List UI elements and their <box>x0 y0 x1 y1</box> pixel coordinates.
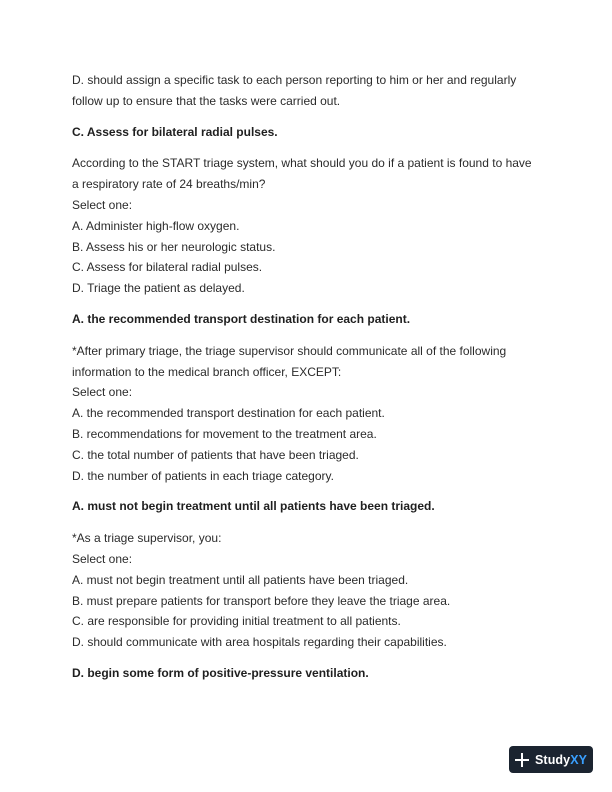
option-b: B. Assess his or her neurologic status. <box>72 239 276 254</box>
answer-line: C. Assess for bilateral radial pulses. <box>72 124 278 139</box>
question-text: *As a triage supervisor, you: <box>72 531 222 546</box>
question-block-3 <box>72 341 542 487</box>
studyxy-logo-button[interactable] <box>509 746 593 773</box>
select-one-label: Select one: <box>72 197 133 212</box>
option-d: D. should communicate with area hospitals regarding their capabilities. <box>72 635 447 650</box>
document-content <box>72 70 542 684</box>
question-block-4 <box>72 528 542 653</box>
select-one-label: Select one: <box>72 385 133 400</box>
option-a: A. Administer high-flow oxygen. <box>72 218 240 233</box>
brand-name <box>535 753 587 767</box>
question-block-2 <box>72 153 542 299</box>
option-c: C. are responsible for providing initial treatment to all patients. <box>72 614 401 629</box>
select-one-label: Select one: <box>72 551 133 566</box>
plus-icon <box>515 753 529 767</box>
option-a: A. must not begin treatment until all patients have been triaged. <box>72 572 409 587</box>
text-line: D. should assign a specific task to each person reporting to him or her and regularly <box>72 73 517 87</box>
brand-name-main: Study <box>535 752 571 767</box>
answer-line: A. the recommended transport destination for each patient. <box>72 311 411 326</box>
option-b: B. recommendations for movement to the treatment area. <box>72 426 377 441</box>
option-d: D. the number of patients in each triage category. <box>72 468 334 483</box>
option-a: A. the recommended transport destination for each patient. <box>72 406 385 421</box>
option-d: D. Triage the patient as delayed. <box>72 281 245 296</box>
question-text: According to the START triage system, what should you do if a patient is found to have <box>72 156 532 171</box>
option-b: B. must prepare patients for transport before they leave the triage area. <box>72 593 451 608</box>
brand-name-accent: XY <box>570 752 588 767</box>
question-block-1 <box>72 70 542 112</box>
question-text: *After primary triage, the triage supervisor should communicate all of the following <box>72 343 507 358</box>
answer-line: D. begin some form of positive-pressure ventilation. <box>72 665 369 680</box>
answer-line: A. must not begin treatment until all patients have been triaged. <box>72 499 435 514</box>
option-c: C. Assess for bilateral radial pulses. <box>72 260 263 275</box>
text-line: follow up to ensure that the tasks were carried out. <box>72 93 341 108</box>
question-text: a respiratory rate of 24 breaths/min? <box>72 177 266 192</box>
question-text: information to the medical branch officer, EXCEPT: <box>72 364 342 379</box>
option-c: C. the total number of patients that have been triaged. <box>72 447 359 462</box>
